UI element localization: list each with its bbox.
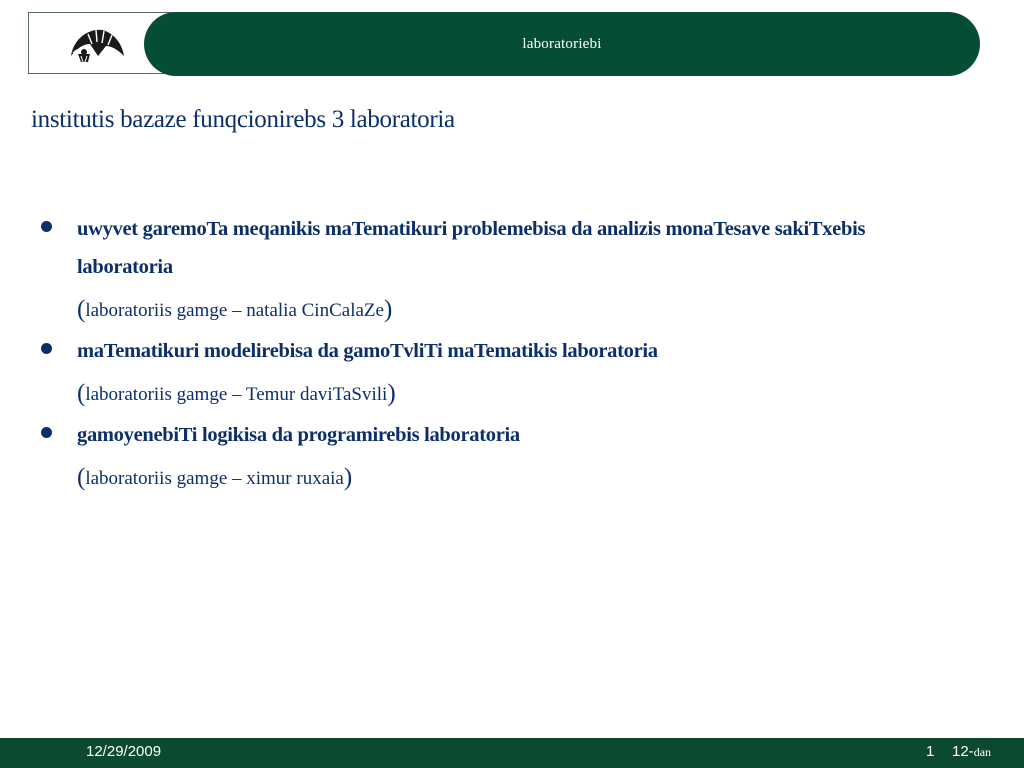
laboratory-head-text: laboratoriis gamge – natalia CinCalaZe (85, 300, 384, 321)
paren-open: ( (77, 296, 86, 323)
paren-close: ) (383, 296, 393, 323)
paren-close: ) (343, 464, 353, 491)
paren-open: ( (77, 464, 86, 491)
laboratory-head (77, 382, 940, 407)
header-bar (144, 12, 980, 76)
list-item (40, 332, 940, 407)
laboratory-head-text: laboratoriis gamge – ximur ruxaia (85, 468, 344, 489)
laboratory-name: uwyvet garemoTa meqanikis maTematikuri problemebisa da analizis monaTesave sakiTxebis laboratoria (77, 218, 866, 278)
footer-bar (0, 738, 1024, 768)
laboratory-name: maTematikuri modelirebisa da gamoTvliTi maTematikis laboratoria (77, 340, 658, 362)
bullet-icon (41, 343, 52, 354)
list-item (40, 210, 940, 323)
laboratory-head (77, 466, 940, 491)
bullet-icon (41, 427, 52, 438)
footer-slide-number (952, 743, 991, 760)
header-title: laboratoriebi (522, 35, 602, 52)
slide-number-suffix: dan (973, 745, 992, 759)
bullet-icon (41, 221, 52, 232)
slide-number: 12- (952, 743, 974, 760)
list-item (40, 416, 940, 491)
observatory-dome-icon (68, 26, 126, 66)
slide-title: institutis bazaze funqcionirebs 3 laboratoria (31, 106, 455, 133)
laboratory-head (77, 298, 940, 323)
laboratory-list (40, 210, 940, 500)
footer-date: 12/29/2009 (86, 743, 162, 760)
laboratory-name: gamoyenebiTi logikisa da programirebis laboratoria (77, 424, 520, 446)
laboratory-head-text: laboratoriis gamge – Temur daviTaSvili (85, 384, 388, 405)
paren-close: ) (387, 380, 396, 407)
paren-open: ( (77, 380, 86, 407)
footer-page-number: 1 (926, 743, 935, 760)
